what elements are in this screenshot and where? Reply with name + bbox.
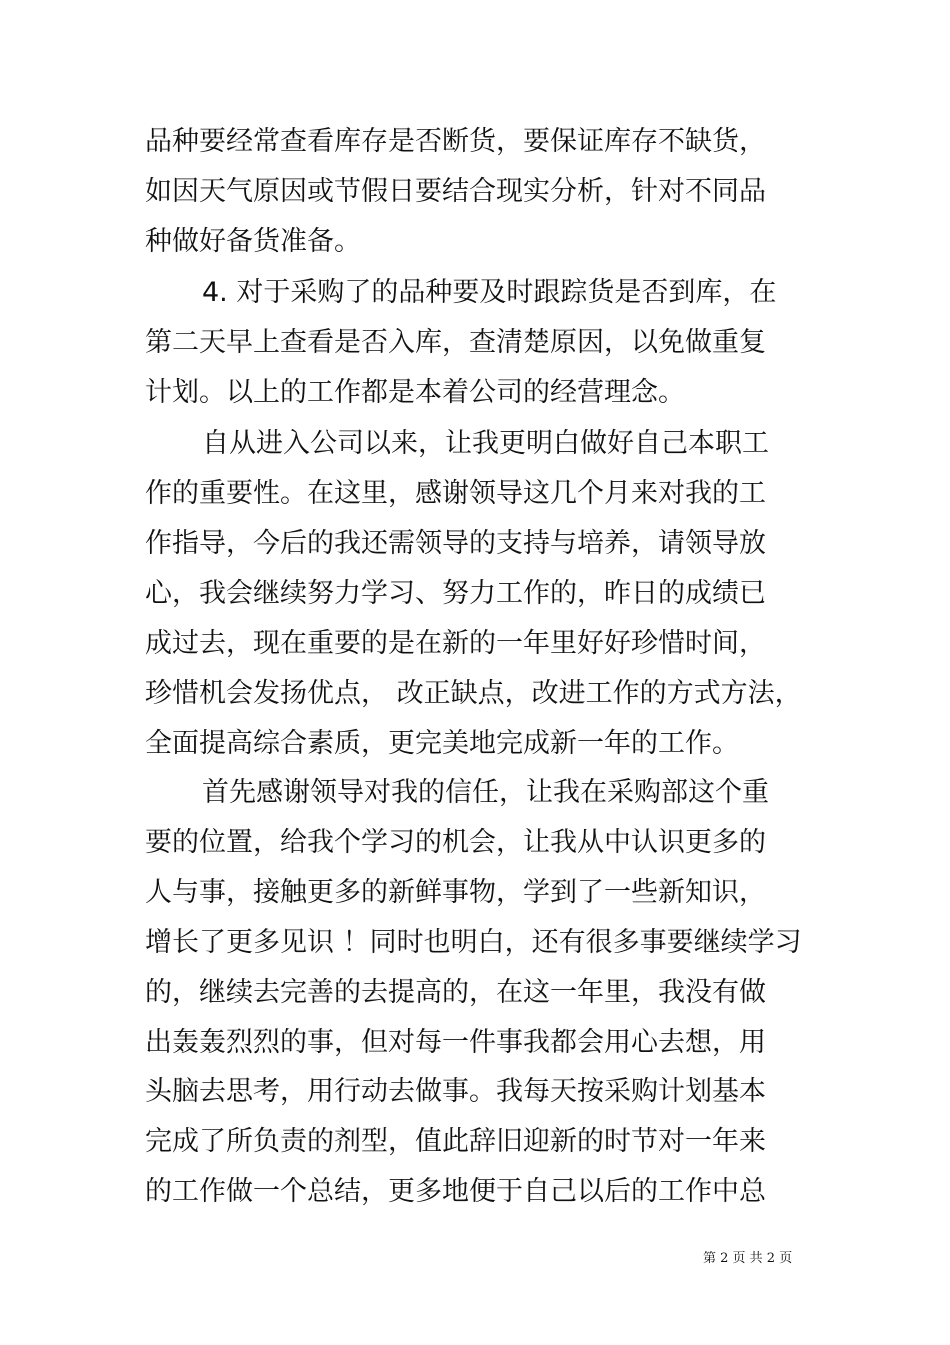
text-line: 珍惜机会发扬优点， 改正缺点，改进工作的方式方法， (145, 678, 802, 709)
text-line: 第二天早上查看是否入库，查清楚原因，以免做重复 (145, 327, 766, 358)
text-line: 头脑去思考，用行动去做事。我每天按采购计划基本 (145, 1076, 766, 1107)
text-line: 的工作做一个总结，更多地便于自己以后的工作中总 (145, 1176, 766, 1207)
page-number-footer: 第 2 页 共 2 页 (703, 1251, 793, 1266)
text-line: 首先感谢领导对我的信任，让我在采购部这个重 (202, 777, 769, 808)
text-line: 出轰轰烈烈的事，但对每一件事我都会用心去想，用 (145, 1027, 766, 1058)
text-line: 全面提高综合素质，更完美地完成新一年的工作。 (145, 728, 739, 759)
text-line: 的，继续去完善的去提高的，在这一年里，我没有做 (145, 977, 766, 1008)
text-line: 要的位置，给我个学习的机会，让我从中认识更多的 (145, 827, 766, 858)
text-line: 作指导，今后的我还需领导的支持与培养，请领导放 (145, 528, 766, 559)
text-line: 计划。以上的工作都是本着公司的经营理念。 (145, 377, 685, 408)
text-line: 自从进入公司以来，让我更明白做好自己本职工 (202, 428, 769, 459)
text-line: 如因天气原因或节假日要结合现实分析，针对不同品 (145, 176, 766, 207)
text-line: 人与事，接触更多的新鲜事物，学到了一些新知识， (145, 877, 766, 908)
text-line: 心，我会继续努力学习、努力工作的，昨日的成绩已 (145, 578, 766, 609)
text-line: 作的重要性。在这里，感谢领导这几个月来对我的工 (145, 478, 766, 509)
text-line: 种做好备货准备。 (145, 226, 361, 257)
text-line: 成过去，现在重要的是在新的一年里好好珍惜时间， (145, 628, 766, 659)
text-line: 增长了更多见识 ！同时也明白，还有很多事要继续学习 (145, 927, 802, 958)
text-line: 品种要经常查看库存是否断货，要保证库存不缺货， (145, 126, 766, 157)
text-line: 完成了所负责的剂型，值此辞旧迎新的时节对一年来 (145, 1126, 766, 1157)
text-line: 4. 对于采购了的品种要及时跟踪货是否到库，在 (202, 277, 777, 308)
